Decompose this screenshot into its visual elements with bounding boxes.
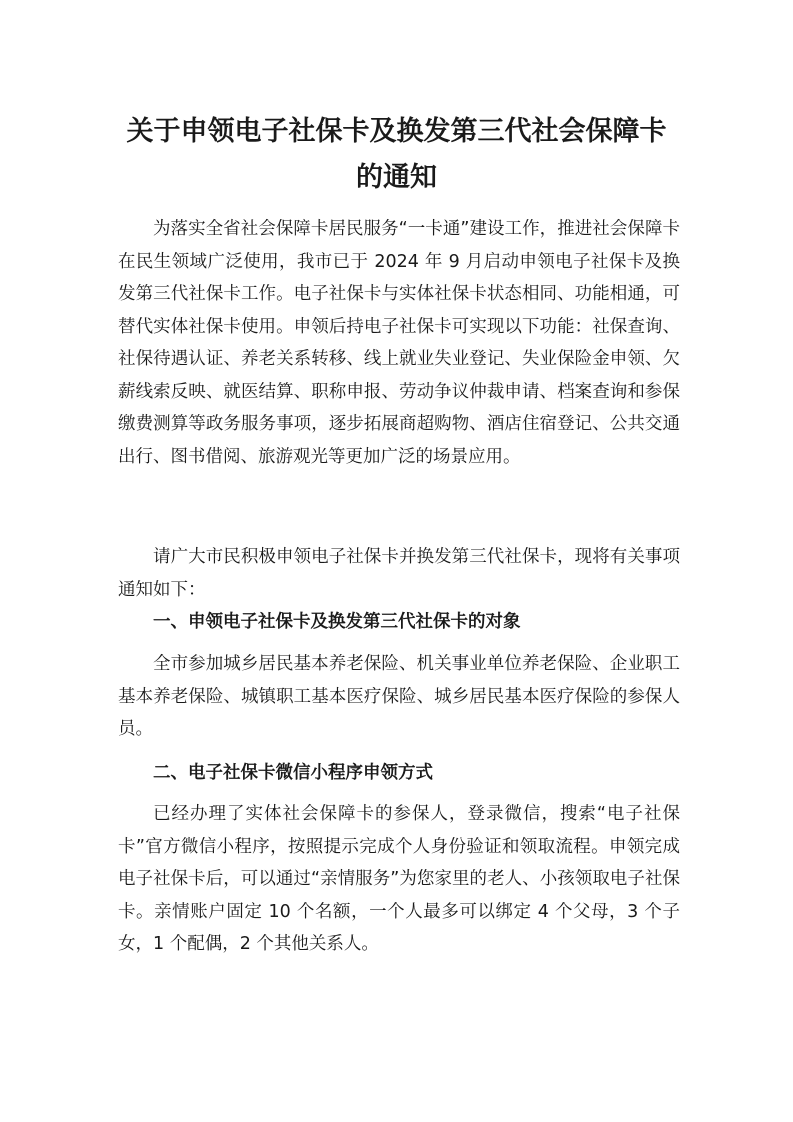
section-2-paragraph: 已经办理了实体社会保障卡的参保人，登录微信，搜索“电子社保卡”官方微信小程序，按照提示完成个人身份验证和领取流程。申领完成电子社保卡后，可以通过“亲情服务”为您家里的老人、小孩领取电子社保卡。亲情账户固定 10 个名额，一个人最多可以绑定 4 个父母，3 个子女，1 个配偶，2 个其他关系人。 (118, 804, 680, 954)
section-heading-1: 一、申领电子社保卡及换发第三代社保卡的对象 (153, 612, 521, 632)
document-title-line-2: 的通知 (356, 162, 437, 193)
intro-paragraph: 为落实全省社会保障卡居民服务“一卡通”建设工作，推进社会保障卡在民生领域广泛使用，我市已于 2024 年 9 月启动申领电子社保卡及换发第三代社保卡工作。电子社保卡与实体社保卡状态相同、功能相通，可替代实体社保卡使用。申领后持电子社保卡可实现以下功能：社保查询、社保待遇认证、养老关系转移、线上就业失业登记、失业保险金申领、欠薪线索反映、就医结算、职称申报、劳动争议仲裁申请、档案查询和参保缴费测算等政务服务事项，逐步拓展商超购物、酒店住宿登记、公共交通出行、图书借阅、旅游观光等更加广泛的场景应用。 (118, 219, 680, 467)
section-heading-2: 二、电子社保卡微信小程序申领方式 (153, 763, 433, 783)
notice-paragraph: 请广大市民积极申领电子社保卡并换发第三代社保卡，现将有关事项通知如下： (118, 547, 680, 600)
section-1-paragraph: 全市参加城乡居民基本养老保险、机关事业单位养老保险、企业职工基本养老保险、城镇职工基本医疗保险、城乡居民基本医疗保险的参保人员。 (118, 654, 680, 739)
document-title-line-1: 关于申领电子社保卡及换发第三代社会保障卡 (126, 116, 667, 147)
